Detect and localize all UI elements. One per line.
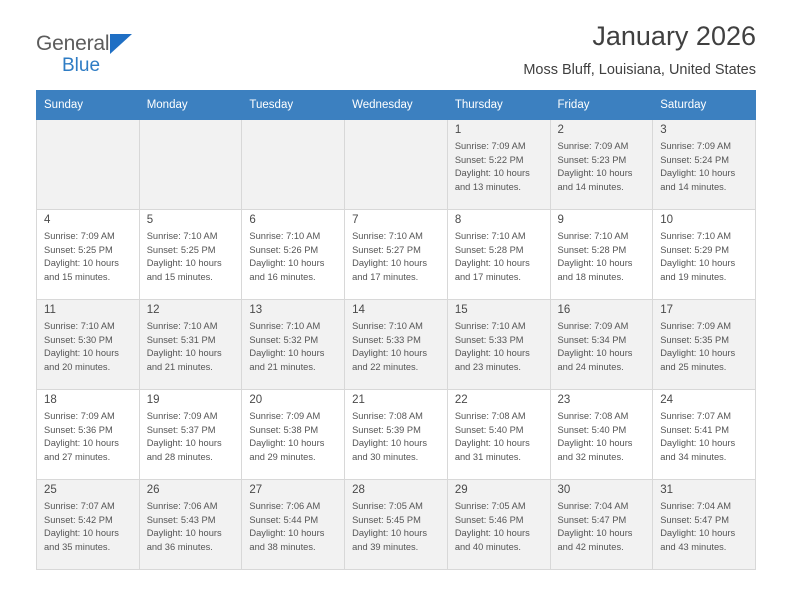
day-number: 22: [454, 394, 468, 406]
weekday-header-wednesday: Wednesday: [345, 91, 448, 120]
calendar-day-cell[interactable]: [447, 210, 550, 300]
sun-info-line: Sunset: 5:37 PM: [146, 424, 216, 435]
calendar-day-cell[interactable]: [447, 480, 550, 570]
sun-info: [455, 500, 545, 555]
sun-info: [352, 500, 442, 555]
calendar-cell-empty: [37, 120, 140, 210]
sun-info: [249, 410, 339, 465]
sun-info: [249, 320, 339, 375]
weekday-header-tuesday: Tuesday: [242, 91, 345, 120]
sun-info-line: Sunrise: 7:06 AM: [146, 500, 218, 511]
calendar-day-cell[interactable]: [345, 480, 448, 570]
day-number: 25: [44, 484, 57, 496]
sun-info-line: Daylight: 10 hours: [352, 258, 428, 269]
sun-info-line: and 30 minutes.: [352, 452, 419, 463]
calendar-day-cell[interactable]: [550, 300, 653, 390]
sun-info-line: and 29 minutes.: [249, 452, 316, 463]
sun-info-line: Sunrise: 7:10 AM: [146, 320, 218, 331]
sun-info-line: Sunrise: 7:10 AM: [454, 320, 526, 331]
sun-info-line: Sunrise: 7:10 AM: [146, 230, 218, 241]
sun-info: [660, 140, 750, 195]
calendar-day-cell[interactable]: [550, 120, 653, 210]
sun-info-line: Daylight: 10 hours: [557, 258, 633, 269]
sun-info-line: Sunrise: 7:09 AM: [557, 140, 629, 151]
sun-info-line: Sunset: 5:34 PM: [557, 334, 627, 345]
sun-info-line: Sunset: 5:24 PM: [660, 154, 729, 165]
sun-info-line: Sunrise: 7:07 AM: [44, 500, 115, 511]
sun-info-line: Sunset: 5:33 PM: [352, 334, 421, 345]
sun-info-line: Sunset: 5:45 PM: [352, 514, 421, 525]
day-number: 24: [660, 394, 674, 406]
sun-info-line: Sunrise: 7:09 AM: [660, 140, 732, 151]
sun-info-line: Sunset: 5:22 PM: [454, 154, 524, 165]
sun-info: [44, 410, 134, 465]
sun-info-line: and 36 minutes.: [146, 542, 213, 553]
sun-info-line: Sunset: 5:47 PM: [660, 514, 729, 525]
sun-info-line: and 20 minutes.: [44, 362, 111, 373]
sun-info-line: Daylight: 10 hours: [146, 438, 222, 449]
logo-flag-icon: [110, 34, 132, 54]
sun-info-line: Sunset: 5:28 PM: [557, 244, 627, 255]
sun-info-line: Sunset: 5:44 PM: [249, 514, 319, 525]
calendar-day-cell[interactable]: [139, 480, 242, 570]
sun-info-line: Sunrise: 7:06 AM: [249, 500, 321, 511]
day-number: 10: [660, 214, 674, 226]
sun-info-line: Daylight: 10 hours: [454, 168, 530, 179]
sun-info-line: Sunrise: 7:09 AM: [44, 410, 115, 421]
day-number: 2: [557, 124, 564, 136]
page-subtitle: Moss Bluff, Louisiana, United States: [523, 61, 756, 78]
day-number: 7: [352, 214, 359, 226]
sun-info: [660, 410, 750, 465]
day-number: 29: [454, 484, 468, 496]
day-number: 6: [249, 214, 256, 226]
sun-info-line: and 17 minutes.: [454, 272, 521, 283]
sun-info-line: Daylight: 10 hours: [44, 438, 119, 449]
calendar-day-cell[interactable]: [242, 480, 345, 570]
calendar-day-cell[interactable]: [139, 300, 242, 390]
sun-info-line: Sunset: 5:33 PM: [454, 334, 524, 345]
day-number: 3: [660, 124, 667, 136]
calendar-week-row: [37, 480, 756, 570]
sun-info-line: and 14 minutes.: [557, 182, 624, 193]
sun-info-line: Sunrise: 7:09 AM: [454, 140, 526, 151]
sun-info-line: Daylight: 10 hours: [146, 258, 222, 269]
calendar-day-cell[interactable]: [37, 210, 140, 300]
sun-info: [352, 320, 442, 375]
weekday-header-thursday: Thursday: [447, 91, 550, 120]
day-number: 1: [454, 124, 462, 136]
calendar-day-cell[interactable]: [447, 120, 550, 210]
sun-info: [455, 410, 545, 465]
sun-info-line: Daylight: 10 hours: [660, 348, 736, 359]
sun-info-line: Daylight: 10 hours: [557, 438, 633, 449]
sun-info-line: Sunset: 5:32 PM: [249, 334, 319, 345]
sun-info: [44, 500, 134, 555]
sun-info-line: and 21 minutes.: [146, 362, 213, 373]
sun-info-line: Sunrise: 7:10 AM: [660, 230, 732, 241]
sun-info-line: Sunset: 5:41 PM: [660, 424, 729, 435]
sun-info: [147, 320, 237, 375]
sun-info-line: and 42 minutes.: [557, 542, 624, 553]
calendar-day-cell[interactable]: [37, 300, 140, 390]
sun-info-line: Daylight: 10 hours: [660, 258, 736, 269]
day-number: 27: [249, 484, 263, 496]
sun-info: [352, 410, 442, 465]
sun-info: [455, 230, 545, 285]
sun-info-line: Daylight: 10 hours: [44, 528, 119, 539]
calendar-week-row: [37, 300, 756, 390]
sun-info-line: Daylight: 10 hours: [249, 348, 325, 359]
sun-info: [660, 320, 750, 375]
calendar-day-cell[interactable]: [550, 390, 653, 480]
sun-info-line: Sunrise: 7:09 AM: [249, 410, 321, 421]
sun-info-line: Sunrise: 7:10 AM: [352, 320, 423, 331]
sun-info-line: and 18 minutes.: [557, 272, 624, 283]
day-number: 28: [352, 484, 365, 496]
day-number: 18: [44, 394, 57, 406]
sun-info-line: and 25 minutes.: [660, 362, 727, 373]
day-number: 16: [557, 304, 571, 316]
sun-info: [558, 500, 648, 555]
calendar-week-row: [37, 390, 756, 480]
sun-info-line: Sunrise: 7:10 AM: [557, 230, 629, 241]
sun-info-line: Sunrise: 7:05 AM: [352, 500, 423, 511]
sun-info-line: Sunrise: 7:10 AM: [454, 230, 526, 241]
day-number: 31: [660, 484, 674, 496]
sun-info-line: and 39 minutes.: [352, 542, 419, 553]
calendar-day-cell[interactable]: [242, 390, 345, 480]
sun-info: [44, 320, 134, 375]
sun-info-line: Sunrise: 7:10 AM: [249, 320, 321, 331]
sun-info-line: Daylight: 10 hours: [454, 528, 530, 539]
sun-info-line: Sunset: 5:40 PM: [454, 424, 524, 435]
sun-info-line: Daylight: 10 hours: [146, 348, 222, 359]
calendar-day-cell[interactable]: [550, 210, 653, 300]
sun-info-line: Sunrise: 7:08 AM: [454, 410, 526, 421]
calendar-day-cell[interactable]: [345, 210, 448, 300]
sun-info: [147, 230, 237, 285]
sun-info: [455, 320, 545, 375]
weekday-header-sunday: Sunday: [37, 91, 140, 120]
day-number: 21: [352, 394, 365, 406]
generalblue-logo: [36, 22, 132, 75]
sun-info-line: Daylight: 10 hours: [660, 438, 736, 449]
day-number: 15: [454, 304, 468, 316]
sun-info-line: and 15 minutes.: [44, 272, 111, 283]
calendar-day-cell[interactable]: [345, 390, 448, 480]
sun-info-line: Daylight: 10 hours: [352, 438, 428, 449]
weekday-header-monday: Monday: [139, 91, 242, 120]
sun-info-line: Sunset: 5:28 PM: [454, 244, 524, 255]
sun-info: [147, 410, 237, 465]
day-number: 20: [249, 394, 263, 406]
sun-info-line: and 19 minutes.: [660, 272, 727, 283]
sun-info-line: and 24 minutes.: [557, 362, 624, 373]
day-number: 19: [146, 394, 160, 406]
day-number: 13: [249, 304, 263, 316]
sun-info-line: Daylight: 10 hours: [44, 258, 119, 269]
calendar-day-cell[interactable]: [37, 390, 140, 480]
day-number: 30: [557, 484, 571, 496]
sun-info-line: and 43 minutes.: [660, 542, 727, 553]
page-header: [36, 22, 756, 76]
calendar-cell-empty: [139, 120, 242, 210]
day-number: 12: [146, 304, 160, 316]
sun-info-line: Daylight: 10 hours: [249, 258, 325, 269]
sun-info-line: and 14 minutes.: [660, 182, 727, 193]
sun-info-line: Daylight: 10 hours: [44, 348, 119, 359]
day-number: 11: [44, 304, 56, 316]
day-number: 26: [146, 484, 160, 496]
weekday-header-saturday: Saturday: [653, 91, 756, 120]
sun-info: [558, 320, 648, 375]
sun-info-line: Sunset: 5:23 PM: [557, 154, 627, 165]
sun-info-line: Sunset: 5:26 PM: [249, 244, 319, 255]
sun-info-line: Sunrise: 7:05 AM: [454, 500, 526, 511]
calendar-body: [37, 120, 756, 570]
sun-info-line: and 23 minutes.: [454, 362, 521, 373]
calendar-day-cell[interactable]: [37, 480, 140, 570]
logo-text-blue: Blue: [62, 55, 101, 76]
day-number: 17: [660, 304, 674, 316]
calendar-day-cell[interactable]: [653, 480, 756, 570]
sun-info-line: and 17 minutes.: [352, 272, 419, 283]
sun-info-line: Sunset: 5:46 PM: [454, 514, 524, 525]
weekday-header-friday: Friday: [550, 91, 653, 120]
calendar-day-cell[interactable]: [653, 300, 756, 390]
sun-info: [558, 140, 648, 195]
sun-info-line: Sunset: 5:42 PM: [44, 514, 113, 525]
sun-info-line: and 31 minutes.: [454, 452, 521, 463]
sun-info: [249, 230, 339, 285]
sun-info-line: Sunrise: 7:04 AM: [557, 500, 629, 511]
sun-info-line: and 38 minutes.: [249, 542, 316, 553]
sun-info-line: Daylight: 10 hours: [454, 258, 530, 269]
calendar-header-row: [37, 91, 756, 120]
sun-info-line: Sunrise: 7:09 AM: [44, 230, 115, 241]
logo-text-general: General: [36, 32, 110, 55]
sun-info-line: and 22 minutes.: [352, 362, 419, 373]
sun-info-line: Sunset: 5:38 PM: [249, 424, 319, 435]
sun-info-line: Sunset: 5:31 PM: [146, 334, 216, 345]
day-number: 4: [44, 214, 51, 226]
sun-info-line: Sunset: 5:25 PM: [44, 244, 113, 255]
sun-info: [352, 230, 442, 285]
sun-info-line: Daylight: 10 hours: [249, 528, 325, 539]
sun-info-line: Sunset: 5:25 PM: [146, 244, 216, 255]
sun-info-line: Daylight: 10 hours: [660, 528, 736, 539]
calendar-day-cell[interactable]: [242, 210, 345, 300]
sun-info-line: Daylight: 10 hours: [660, 168, 736, 179]
calendar-table: [36, 90, 756, 570]
sun-info-line: and 16 minutes.: [249, 272, 316, 283]
sun-info: [558, 230, 648, 285]
sun-info-line: and 27 minutes.: [44, 452, 111, 463]
sun-info: [249, 500, 339, 555]
sun-info-line: Sunrise: 7:07 AM: [660, 410, 732, 421]
sun-info-line: Daylight: 10 hours: [249, 438, 325, 449]
day-number: 8: [454, 214, 462, 226]
calendar-week-row: [37, 210, 756, 300]
page-title: January 2026: [592, 21, 756, 51]
sun-info-line: and 13 minutes.: [454, 182, 521, 193]
day-number: 9: [557, 214, 564, 226]
sun-info: [558, 410, 648, 465]
sun-info-line: Sunset: 5:36 PM: [44, 424, 113, 435]
sun-info: [660, 500, 750, 555]
sun-info-line: Daylight: 10 hours: [352, 348, 428, 359]
sun-info-line: Sunrise: 7:09 AM: [557, 320, 629, 331]
calendar-day-cell[interactable]: [139, 210, 242, 300]
sun-info-line: Sunrise: 7:04 AM: [660, 500, 732, 511]
sun-info-line: Sunset: 5:27 PM: [352, 244, 421, 255]
calendar-day-cell[interactable]: [242, 300, 345, 390]
calendar-day-cell[interactable]: [653, 120, 756, 210]
sun-info-line: Sunset: 5:29 PM: [660, 244, 729, 255]
sun-info: [147, 500, 237, 555]
day-number: 5: [146, 214, 154, 226]
sun-info-line: Sunrise: 7:09 AM: [146, 410, 218, 421]
sun-info-line: Daylight: 10 hours: [352, 528, 428, 539]
sun-info-line: and 15 minutes.: [146, 272, 213, 283]
calendar-cell-empty: [345, 120, 448, 210]
sun-info-line: Daylight: 10 hours: [557, 168, 633, 179]
sun-info-line: Sunrise: 7:10 AM: [352, 230, 423, 241]
sun-info-line: and 21 minutes.: [249, 362, 316, 373]
sun-info-line: and 35 minutes.: [44, 542, 111, 553]
sun-info: [660, 230, 750, 285]
sun-info-line: Sunrise: 7:08 AM: [352, 410, 423, 421]
calendar-day-cell[interactable]: [653, 210, 756, 300]
sun-info-line: and 32 minutes.: [557, 452, 624, 463]
sun-info: [455, 140, 545, 195]
calendar-day-cell[interactable]: [447, 300, 550, 390]
sun-info: [44, 230, 134, 285]
calendar-day-cell[interactable]: [550, 480, 653, 570]
sun-info-line: and 40 minutes.: [454, 542, 521, 553]
sun-info-line: Sunrise: 7:08 AM: [557, 410, 629, 421]
sun-info-line: Sunset: 5:30 PM: [44, 334, 113, 345]
sun-info-line: Daylight: 10 hours: [557, 348, 633, 359]
sun-info-line: Sunset: 5:40 PM: [557, 424, 627, 435]
sun-info-line: Sunset: 5:39 PM: [352, 424, 421, 435]
day-number: 23: [557, 394, 571, 406]
sun-info-line: Sunrise: 7:09 AM: [660, 320, 732, 331]
calendar-day-cell[interactable]: [139, 390, 242, 480]
calendar-week-row: [37, 120, 756, 210]
sun-info-line: Sunrise: 7:10 AM: [249, 230, 321, 241]
calendar-day-cell[interactable]: [447, 390, 550, 480]
sun-info-line: Sunset: 5:47 PM: [557, 514, 627, 525]
calendar-cell-empty: [242, 120, 345, 210]
sun-info-line: Daylight: 10 hours: [454, 348, 530, 359]
sun-info-line: Daylight: 10 hours: [557, 528, 633, 539]
sun-info-line: Daylight: 10 hours: [454, 438, 530, 449]
sun-info-line: and 34 minutes.: [660, 452, 727, 463]
calendar-day-cell[interactable]: [653, 390, 756, 480]
sun-info-line: and 28 minutes.: [146, 452, 213, 463]
sun-info-line: Sunset: 5:35 PM: [660, 334, 729, 345]
sun-info-line: Sunrise: 7:10 AM: [44, 320, 115, 331]
title-block: [523, 22, 756, 78]
calendar-day-cell[interactable]: [345, 300, 448, 390]
sun-info-line: Sunset: 5:43 PM: [146, 514, 216, 525]
day-number: 14: [352, 304, 365, 316]
sun-info-line: Daylight: 10 hours: [146, 528, 222, 539]
